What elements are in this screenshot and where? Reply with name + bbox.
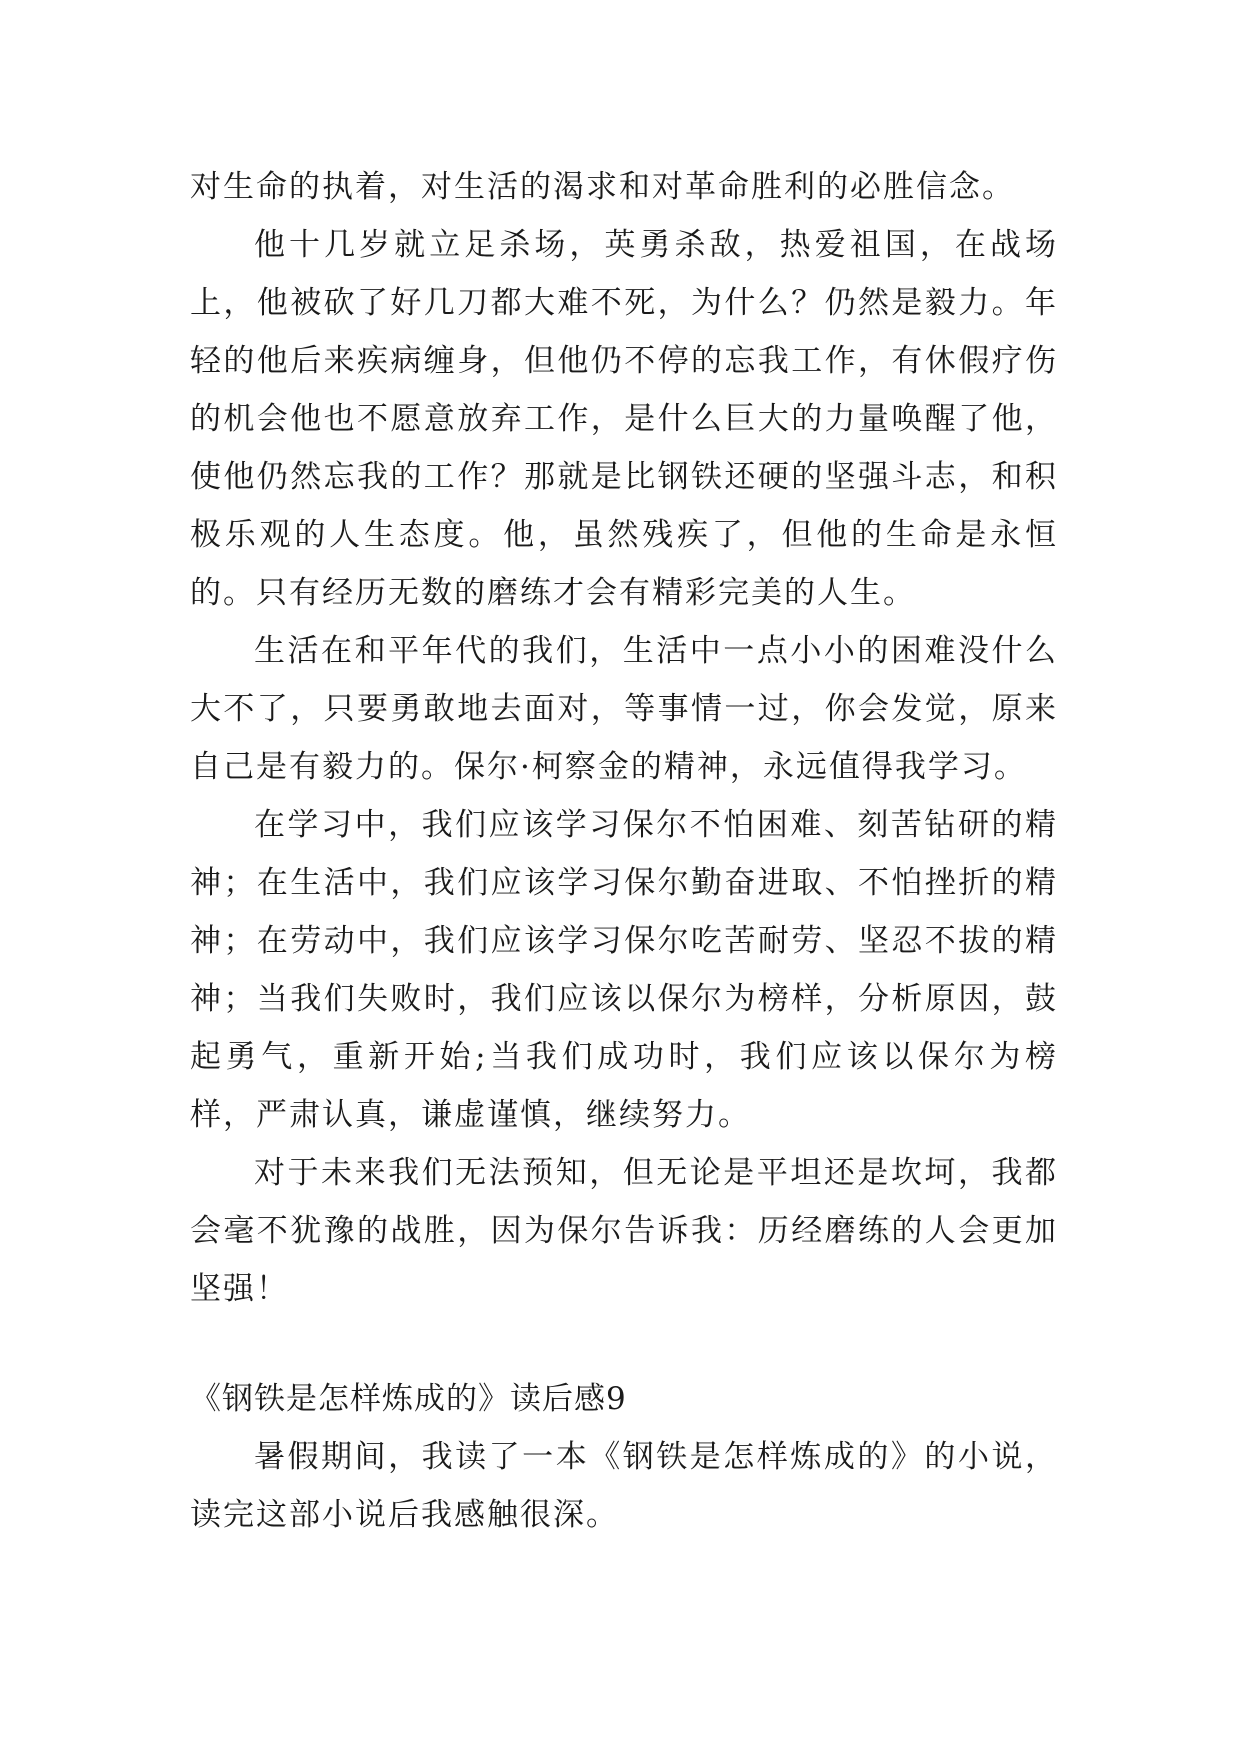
- section-title: 《钢铁是怎样炼成的》读后感9: [190, 1381, 627, 1417]
- new-section: [190, 1370, 1058, 1544]
- paragraph: 对于未来我们无法预知，但无论是平坦还是坎坷，我都会毫不犹豫的战胜，因为保尔告诉我：历经磨练的人会更加坚强！: [190, 1155, 1058, 1307]
- paragraph-continued: 对生命的执着，对生活的渴求和对革命胜利的必胜信念。: [190, 169, 1015, 205]
- paragraph: 暑假期间，我读了一本《钢铁是怎样炼成的》的小说，读完这部小说后我感触很深。: [190, 1439, 1058, 1533]
- paragraph: 生活在和平年代的我们，生活中一点小小的困难没什么大不了，只要勇敢地去面对，等事情一过，你会发觉，原来自己是有毅力的。保尔·柯察金的精神，永远值得我学习。: [190, 633, 1058, 785]
- essay-body: [190, 158, 1058, 1318]
- paragraph: 他十几岁就立足杀场，英勇杀敌，热爱祖国，在战场上，他被砍了好几刀都大难不死，为什么？仍然是毅力。年轻的他后来疾病缠身，但他仍不停的忘我工作，有休假疗伤的机会他也不愿意放弃工作，是什么巨大的力量唤醒了他，使他仍然忘我的工作？那就是比钢铁还硬的坚强斗志，和积极乐观的人生态度。他，虽然残疾了，但他的生命是永恒的。只有经历无数的磨练才会有精彩完美的人生。: [190, 227, 1058, 611]
- paragraph: 在学习中，我们应该学习保尔不怕困难、刻苦钻研的精神；在生活中，我们应该学习保尔勤奋进取、不怕挫折的精神；在劳动中，我们应该学习保尔吃苦耐劳、坚忍不拔的精神；当我们失败时，我们应该以保尔为榜样，分析原因，鼓起勇气，重新开始;当我们成功时，我们应该以保尔为榜样，严肃认真，谦虚谨慎，继续努力。: [190, 807, 1058, 1133]
